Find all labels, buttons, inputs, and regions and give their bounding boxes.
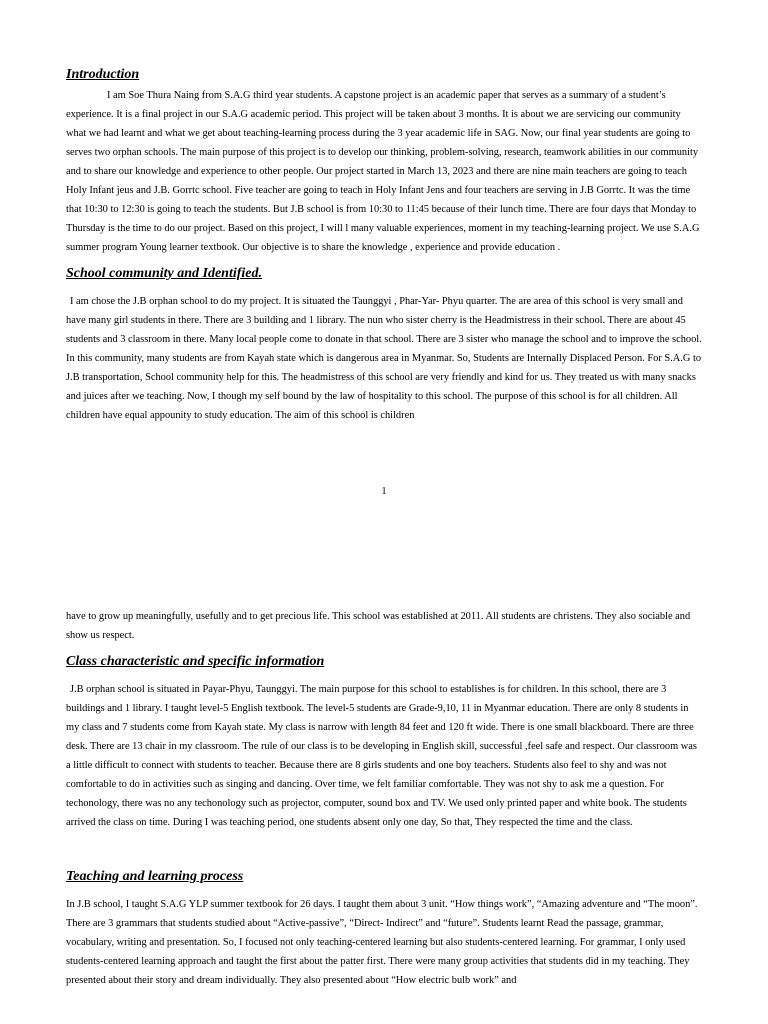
section-heading-class-characteristic: Class characteristic and specific information	[66, 654, 325, 669]
document-page-1	[66, 58, 702, 425]
paragraph-school-continuation: have to grow up meaningfully, usefully and to get precious life. This school was established at 2011. All students are christens. They also sociable and show us respect.	[66, 611, 691, 641]
paragraph-school-community: I am chose the J.B orphan school to do my project. It is situated the Taunggyi , Phar-Yar- Phyu quarter. The are area of this school is very small and have many girl students in there. There are 3 building and 1 library. The nun who sister cherry is the Headmistress in their school. There are about 45 students and 3 classroom in there. Many local people come to donate in that school. There are 3 sister who manage the school and to improve the school. In this community, many students are from Kayah state which is dangerous area in Myanmar. So, Students are Internally Displaced Person. For S.A.G to J.B transportation, School community help for this. The headmistress of this school are very friendly and kind for us. They treated us with many snacks and juices after we teaching. Now, I though my self bound by the law of hospitality to this school. The purpose of this school is for all children. All children have equal appounity to study education. The aim of this school is children	[66, 296, 702, 421]
paragraph-class-characteristic: J.B orphan school is situated in Payar-Phyu, Taunggyi. The main purpose for this school to establishes is for children. In this school, there are 3 buildings and 1 library. I taught level-5 English textbook. The level-5 students are Grade-9,10, 11 in Myanmar education. There are only 8 students in my class and 7 students come from Kayah state. My class is narrow with length 84 feet and 120 ft wide. There is one small blackboard. There are three desk. There are 13 chair in my classroom. The rule of our class is to be developing in English skill, successful ,feel safe and respect. Our classroom was a little difficult to connect with students to teacher. Because there are 8 girls students and one boy teachers. Students also feel to shy and was not comfortable to do in activities such as singing and dancing. Over time, we felt familiar comfortable. They was not shy to ask me a question. For techonology, there was no any techonology such as projector, computer, sound box and TV. We used only printed paper and white book. The students arrived the class on time. During I was teaching period, one students absent only one day, So that, They respected the time and the class.	[66, 684, 697, 828]
document-page-2	[66, 607, 702, 990]
section-heading-teaching-learning: Teaching and learning process	[66, 869, 244, 884]
section-heading-introduction: Introduction	[66, 67, 140, 82]
section-heading-school-community: School community and Identified.	[66, 266, 263, 281]
paragraph-introduction: I am Soe Thura Naing from S.A.G third year students. A capstone project is an academic paper that serves as a summary of a student’s experience. It is a final project in our S.A.G academic period. This project will be taken about 3 months. It is about we are servicing our community what we had learnt and what we get about teaching-learning process during the 3 year academic life in SAG. Now, our final year students are going to serves two orphan schools. The main purpose of this project is to develop our thinking, problem-solving, research, teamwork abilities in our community and to share our knowledge and experience to other people. Our project started in March 13, 2023 and there are nine main teachers are going to teach Holy Infant jeus and J.B. Gorrtc school. Five teacher are going to teach in Holy Infant Jens and four teachers are serving in J.B Gorrtc. It was the time that 10:30 to 12:30 is going to teach the students. But J.B school is from 10:30 to 11:45 because of their lunch time. There are four days that Monday to Thursday is the time to do our project. Based on this project, I will l many valuable experiences, moment in my teaching-learning project. We use S.A.G summer program Young learner textbook. Our objective is to share the knowledge , experience and provide education .	[66, 90, 700, 253]
page-number: 1	[381, 486, 387, 497]
paragraph-teaching-learning: In J.B school, I taught S.A.G YLP summer textbook for 26 days. I taught them about 3 unit. “How things work”, “Amazing adventure and “The moon”. There are 3 grammars that students studied about “Active-passive”, “Direct- Indirect” and “future”. Students learnt Read the passage, grammar, vocabulary, writing and presentation. So, I focused not only teaching-centered learning but also students-centered learning. For grammar, I only used students-centered learning approach and taught the first about the patter first. There were many group activities that students did in my teaching. They presented about their story and dream individually. They also presented about “How electric bulb work” and	[66, 899, 698, 986]
